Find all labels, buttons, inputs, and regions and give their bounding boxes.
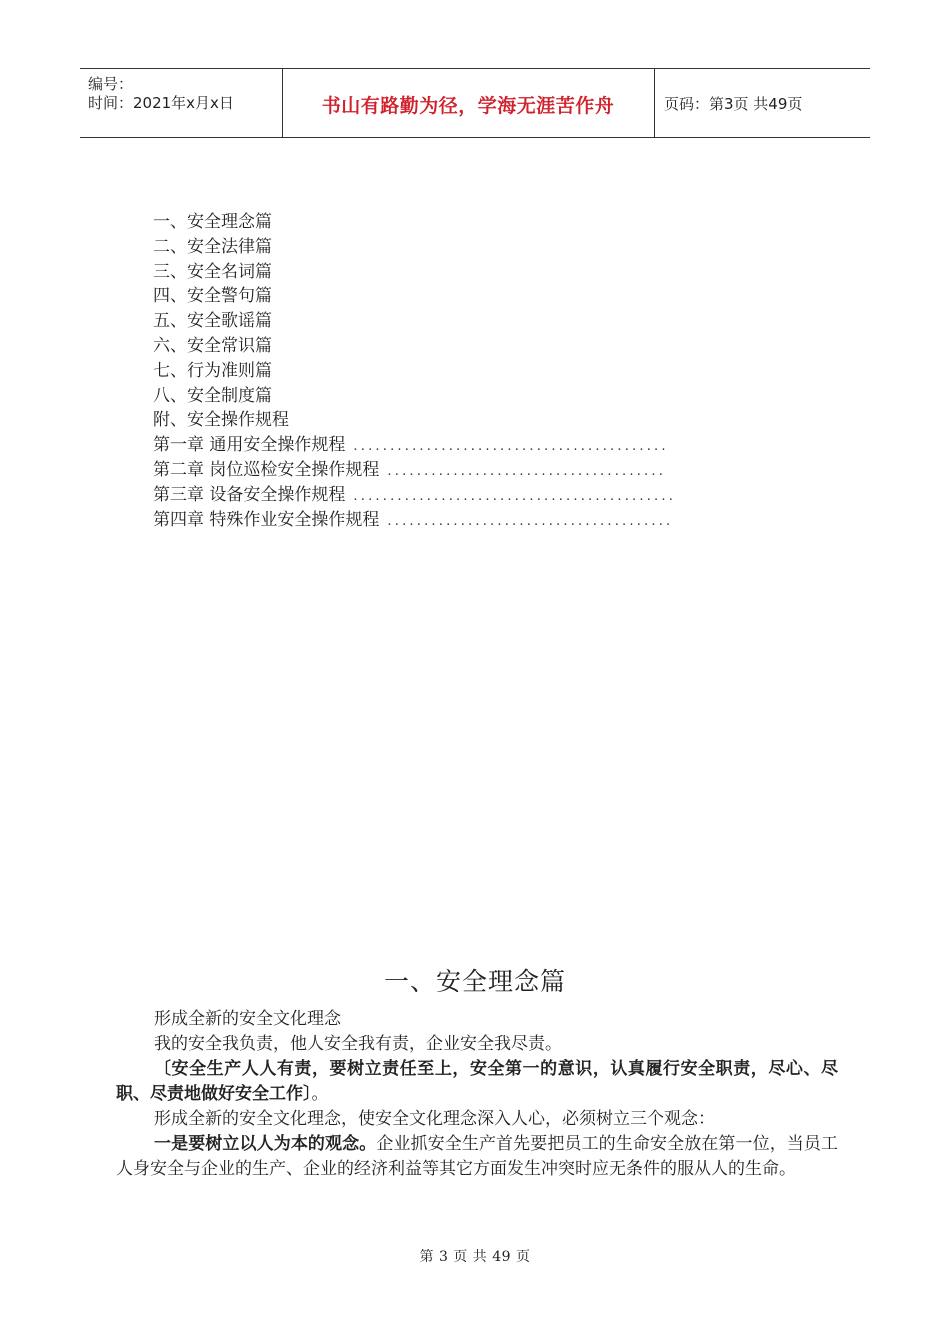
toc-leader-dots: ........................................... (353, 439, 669, 455)
toc-leader-dots: ............................................ (353, 488, 677, 504)
toc-chapter-label: 第二章 岗位巡检安全操作规程 (153, 459, 380, 480)
toc-chapter-label: 第四章 特殊作业安全操作规程 (153, 509, 380, 530)
paragraph (116, 1132, 838, 1182)
toc-chapter[interactable] (153, 458, 676, 483)
toc-leader-dots: ....................................... (387, 513, 674, 529)
document-time-label: 时间：2021年x月x日 (88, 94, 234, 112)
emphasis-text: 一是要树立以人为本的观念。 (154, 1134, 377, 1154)
paragraph: 形成全新的安全文化理念，使安全文化理念深入人心，必须树立三个观念： (154, 1109, 715, 1129)
emphasis-text: 〔安全生产人人有责，要树立责任至上，安全第一的意识，认真履行安全职责，尽心、尽职、尽责地做好安全工作〕 (116, 1059, 838, 1104)
toc-chapter[interactable] (153, 433, 676, 458)
header-info-cell (80, 69, 283, 137)
table-of-contents (153, 210, 676, 532)
header-page-cell (655, 69, 870, 137)
document-number-label: 编号： (88, 75, 134, 93)
paragraph: 我的安全我负责，他人安全我有责，企业安全我尽责。 (154, 1034, 562, 1054)
toc-item[interactable]: 八、安全制度篇 (153, 385, 272, 406)
toc-item[interactable]: 六、安全常识篇 (153, 335, 272, 356)
toc-item[interactable]: 五、安全歌谣篇 (153, 311, 272, 332)
toc-leader-dots: ...................................... (387, 463, 667, 479)
toc-chapter[interactable] (153, 483, 676, 508)
paragraph-text: 企业抓安全生产首先要把员工的生命安全放在第一位，当员工人身安全与企业的生产、企业的经济利益等其它方面发生冲突时应无条件的服从人的生命。 (116, 1134, 839, 1179)
toc-item[interactable]: 三、安全名词篇 (153, 261, 272, 282)
header-motto: 书山有路勤为径，学海无涯苦作舟 (321, 95, 615, 117)
section-body (116, 1007, 838, 1182)
paragraph-tail: 。 (311, 1084, 329, 1104)
header-motto-cell (282, 69, 655, 137)
toc-item[interactable]: 附、安全操作规程 (153, 410, 289, 431)
section-title: 一、安全理念篇 (383, 967, 566, 996)
toc-item[interactable]: 四、安全警句篇 (153, 286, 272, 307)
page-footer: 第 3 页 共 49 页 (419, 1249, 531, 1265)
toc-item[interactable]: 一、安全理念篇 (153, 212, 272, 232)
paragraph-emphasis (116, 1057, 838, 1107)
toc-item[interactable]: 二、安全法律篇 (153, 236, 272, 257)
paragraph: 形成全新的安全文化理念 (154, 1009, 341, 1029)
page-header (80, 68, 870, 138)
toc-chapter-label: 第一章 通用安全操作规程 (153, 435, 346, 456)
header-page-number: 页码：第3页 共49页 (664, 95, 803, 113)
toc-item[interactable]: 七、行为准则篇 (153, 360, 272, 381)
toc-chapter-label: 第三章 设备安全操作规程 (153, 484, 346, 505)
toc-chapter[interactable] (153, 508, 676, 533)
